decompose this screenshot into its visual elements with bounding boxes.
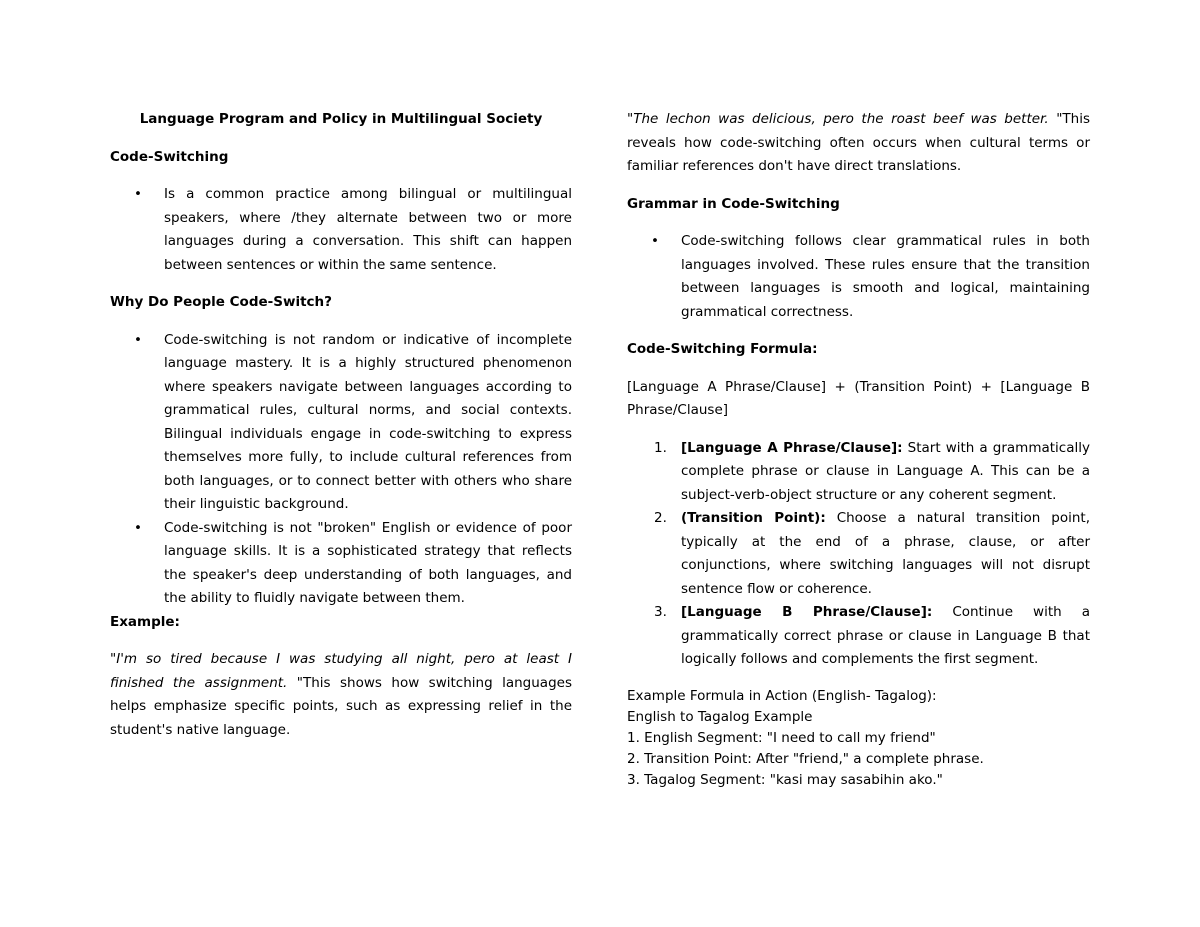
list-item: [110, 517, 572, 611]
formula-steps: [627, 437, 1090, 672]
list-item-text: Is a common practice among bilingual or multilingual speakers, where /they alternate between two or more languages during a conversation. This shift can happen between sentences or within the same sentence.: [164, 186, 572, 273]
heading-formula: Code-Switching Formula:: [627, 341, 818, 357]
step-number: 2.: [654, 510, 667, 526]
heading-why-code-switch: Why Do People Code-Switch?: [110, 294, 332, 310]
example-line: 2. Transition Point: After "friend," a complete phrase.: [627, 750, 984, 767]
right-column: [627, 108, 1090, 791]
step-text: Choose a natural transition point, typically at the end of a phrase, clause, or after conjunctions, where switching languages will not disrupt sentence flow or coherence.: [681, 510, 1090, 597]
step-number: 1.: [654, 439, 667, 456]
list-item: [627, 230, 1090, 324]
example-formula-block: [627, 686, 1090, 791]
heading-code-switching: Code-Switching: [110, 148, 229, 165]
list-item: [110, 329, 572, 517]
list-item: [627, 507, 1090, 601]
step-text: Start with a grammatically complete phrase or clause in Language A. This can be a subject-verb-object structure or any coherent segment.: [681, 439, 1090, 503]
step-label: (Transition Point):: [681, 510, 826, 526]
list-item-text: Code-switching follows clear grammatical rules in both languages involved. These rules ensure that the transition between languages is smooth and logical, maintaining grammatical correctness.: [681, 233, 1090, 320]
example-paragraph: [110, 648, 572, 742]
bullet-icon: •: [134, 186, 142, 202]
grammar-list: [627, 230, 1090, 324]
step-text: Continue with a grammatically correct phrase or clause in Language B that logically follows and complements the first segment.: [681, 604, 1090, 667]
list-item: [110, 183, 572, 277]
formula-text: [Language A Phrase/Clause] + (Transition Point) + [Language B Phrase/Clause]: [627, 378, 1090, 418]
lechon-paragraph: [627, 108, 1090, 179]
left-column: [110, 108, 572, 742]
heading-example: Example:: [110, 613, 180, 630]
list-item: [627, 437, 1090, 508]
bullet-icon: •: [651, 233, 659, 249]
example-line: 3. Tagalog Segment: "kasi may sasabihin ako.": [627, 771, 943, 788]
bullet-icon: •: [134, 519, 142, 536]
why-list: [110, 329, 572, 611]
step-label: [Language A Phrase/Clause]:: [681, 439, 903, 456]
bullet-icon: •: [134, 331, 142, 348]
example-line: 1. English Segment: "I need to call my friend": [627, 729, 936, 746]
list-item: [627, 601, 1090, 672]
step-label: [Language B Phrase/Clause]:: [681, 604, 933, 620]
list-item-text: Code-switching is not "broken" English or evidence of poor language skills. It is a sophisticated strategy that reflects the speaker's deep understanding of both languages, and the ability to fluidly navigate between them.: [164, 519, 572, 606]
list-item-text: Code-switching is not random or indicative of incomplete language mastery. It is a highly structured phenomenon where speakers navigate between languages according to grammatical rules, cultural norms, and social contexts. Bilingual individuals engage in code-switching to express themselves more fully, to include cultural references from both languages, or to connect better with others who share their linguistic background.: [164, 331, 572, 512]
example-explanation: "This shows how switching languages helps emphasize specific points, such as expressing relief in the student's native language.: [110, 674, 572, 738]
document-title: Language Program and Policy in Multilingual Society: [139, 111, 543, 127]
heading-grammar: Grammar in Code-Switching: [627, 195, 840, 212]
lechon-explanation: "This reveals how code-switching often occurs when cultural terms or familiar references don't have direct translations.: [627, 111, 1090, 174]
code-switching-list: [110, 183, 572, 277]
example-quote: "I'm so tired because I was studying all night, pero at least I finished the assignment.: [110, 651, 572, 691]
example-line: Example Formula in Action (English- Tagalog):: [627, 687, 937, 704]
lechon-quote: "The lechon was delicious, pero the roast beef was better.: [627, 111, 1049, 127]
step-number: 3.: [654, 604, 667, 620]
example-line: English to Tagalog Example: [627, 708, 813, 725]
